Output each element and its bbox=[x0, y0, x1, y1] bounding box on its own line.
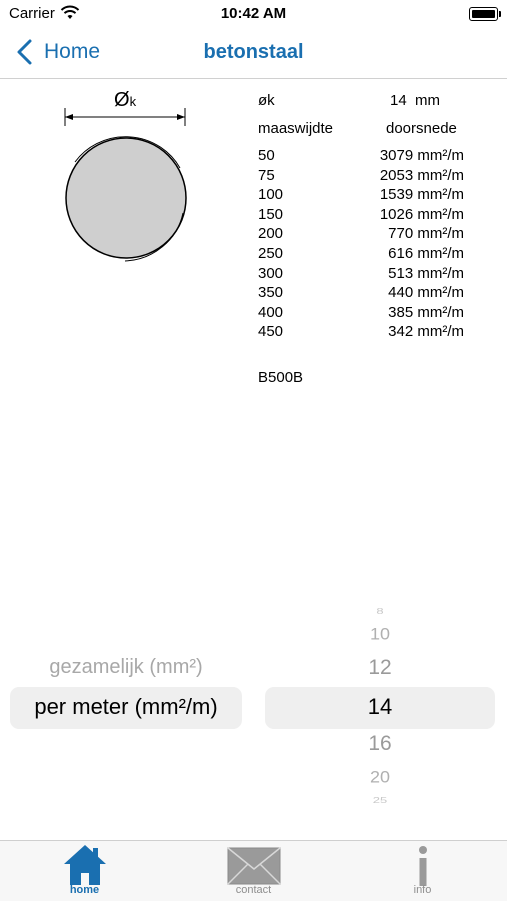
diameter-option[interactable]: 20 bbox=[369, 768, 391, 787]
info-icon bbox=[416, 845, 430, 887]
diameter-option-selected[interactable]: 14 bbox=[367, 694, 393, 719]
rebar-diagram bbox=[55, 88, 200, 268]
navigation-bar bbox=[0, 30, 507, 79]
battery-icon bbox=[469, 7, 498, 21]
diameter-option[interactable]: 12 bbox=[368, 656, 392, 679]
page-title: betonstaal bbox=[203, 41, 304, 63]
tab-home[interactable] bbox=[0, 841, 169, 901]
tab-info[interactable] bbox=[338, 841, 507, 901]
tab-info-label: info bbox=[413, 884, 432, 896]
table-row: 150 1026 mm²/m bbox=[258, 205, 464, 223]
table-row: 400 385 mm²/m bbox=[258, 303, 464, 321]
house-icon bbox=[62, 843, 108, 887]
status-time: 10:42 AM bbox=[220, 5, 287, 22]
mode-option-total[interactable]: gezamelijk (mm²) bbox=[49, 656, 203, 678]
diameter-label: øk bbox=[258, 92, 275, 109]
steel-grade: B500B bbox=[258, 369, 304, 386]
back-label: Home bbox=[44, 40, 101, 63]
diameter-symbol: Øk bbox=[114, 89, 137, 111]
table-row: 75 2053 mm²/m bbox=[258, 166, 464, 184]
tab-home-label: home bbox=[69, 884, 100, 896]
tab-contact[interactable] bbox=[169, 841, 338, 901]
diameter-option[interactable]: 25 bbox=[372, 796, 388, 805]
table-row: 450 342 mm²/m bbox=[258, 323, 464, 341]
tab-bar bbox=[0, 840, 507, 901]
mode-option-per-meter[interactable]: per meter (mm²/m) bbox=[34, 694, 218, 719]
diameter-option[interactable]: 16 bbox=[368, 732, 392, 755]
carrier-label: Carrier bbox=[9, 5, 55, 22]
tab-contact-label: contact bbox=[235, 884, 272, 896]
table-row: 250 616 mm²/m bbox=[258, 244, 464, 262]
diameter-value: 14 mm bbox=[390, 92, 441, 109]
table-row: 100 1539 mm²/m bbox=[258, 186, 464, 204]
spacing-table bbox=[258, 146, 478, 342]
column-header-area: doorsnede bbox=[386, 120, 457, 137]
table-row: 350 440 mm²/m bbox=[258, 284, 464, 302]
column-header-spacing: maaswijdte bbox=[258, 120, 334, 137]
diameter-option[interactable]: 8 bbox=[376, 607, 384, 616]
table-row: 200 770 mm²/m bbox=[258, 225, 464, 243]
table-row: 50 3079 mm²/m bbox=[258, 147, 464, 164]
diameter-option[interactable]: 10 bbox=[369, 625, 391, 644]
envelope-icon bbox=[227, 847, 281, 885]
table-row: 300 513 mm²/m bbox=[258, 264, 464, 282]
status-bar bbox=[0, 0, 507, 30]
